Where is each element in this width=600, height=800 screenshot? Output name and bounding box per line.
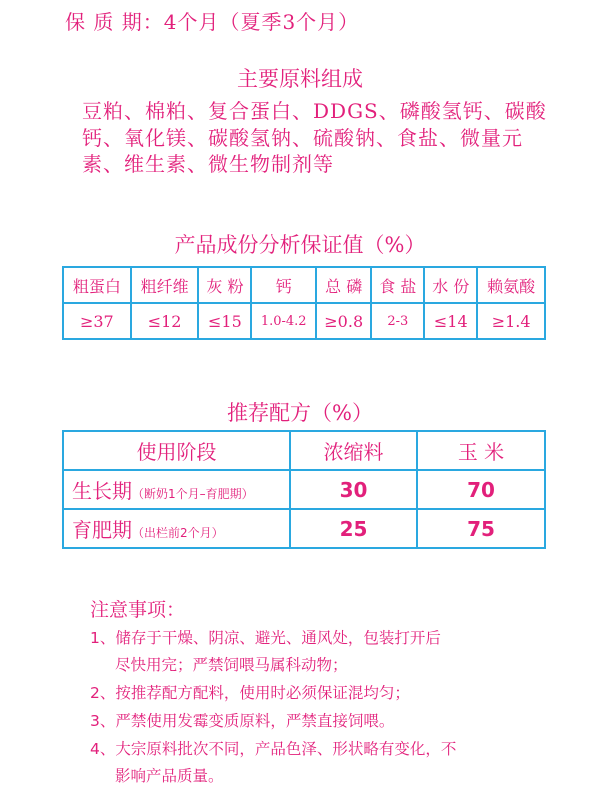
analysis-table bbox=[62, 266, 546, 340]
stage-note: （出栏前2个月） bbox=[132, 526, 224, 540]
header-cell: 总 磷 bbox=[316, 267, 371, 303]
header-cell: 钙 bbox=[251, 267, 316, 303]
value-cell: ≤12 bbox=[131, 303, 199, 339]
stage-name: 生长期 bbox=[72, 479, 132, 503]
shelf-life: 保 质 期：4个月（夏季3个月） bbox=[65, 10, 360, 34]
concentrate-value: 25 bbox=[290, 509, 417, 548]
value-cell: 2-3 bbox=[371, 303, 424, 339]
concentrate-value: 30 bbox=[290, 470, 417, 509]
value-cell: ≥1.4 bbox=[477, 303, 545, 339]
notes-title: 注意事项： bbox=[90, 599, 186, 621]
header-cell: 粗蛋白 bbox=[63, 267, 131, 303]
analysis-title: 产品成份分析保证值（%） bbox=[174, 233, 426, 257]
note-line: 4、大宗原料批次不同，产品色泽、形状略有变化，不 bbox=[90, 740, 457, 758]
formula-table bbox=[62, 430, 546, 549]
ingredients-text: 豆粕、棉粕、复合蛋白、DDGS、磷酸氢钙、碳酸钙、氧化镁、碳酸氢钠、硫酸钠、食盐、微量元素、维生素、微生物制剂等 bbox=[82, 99, 547, 176]
header-cell: 灰 粉 bbox=[198, 267, 251, 303]
note-line: 1、储存于干燥、阴凉、避光、通风处，包装打开后 bbox=[90, 629, 441, 647]
table-header-row bbox=[63, 267, 545, 303]
value-cell: 1.0-4.2 bbox=[251, 303, 316, 339]
note-line: 影响产品质量。 bbox=[115, 767, 224, 785]
corn-value: 75 bbox=[417, 509, 545, 548]
ingredients-title: 主要原料组成 bbox=[237, 67, 363, 91]
stage-note: （断奶1个月–育肥期） bbox=[132, 487, 254, 501]
header-cell: 使用阶段 bbox=[63, 431, 290, 470]
value-cell: ≤15 bbox=[198, 303, 251, 339]
header-cell: 赖氨酸 bbox=[477, 267, 545, 303]
value-cell: ≤14 bbox=[424, 303, 477, 339]
header-cell: 食 盐 bbox=[371, 267, 424, 303]
stage-name: 育肥期 bbox=[72, 518, 132, 542]
table-header-row bbox=[63, 431, 545, 470]
table-row bbox=[63, 303, 545, 339]
header-cell: 玉 米 bbox=[417, 431, 545, 470]
value-cell: ≥37 bbox=[63, 303, 131, 339]
header-cell: 浓缩料 bbox=[290, 431, 417, 470]
header-cell: 粗纤维 bbox=[131, 267, 199, 303]
note-line: 3、严禁使用发霉变质原料，严禁直接饲喂。 bbox=[90, 712, 395, 730]
stage-cell bbox=[63, 470, 290, 509]
note-line: 2、按推荐配方配料，使用时必须保证混均匀； bbox=[90, 684, 410, 702]
header-cell: 水 份 bbox=[424, 267, 477, 303]
note-line: 尽快用完；严禁饲喂马属科动物； bbox=[115, 656, 348, 674]
table-row bbox=[63, 470, 545, 509]
table-row bbox=[63, 509, 545, 548]
stage-cell bbox=[63, 509, 290, 548]
value-cell: ≥0.8 bbox=[316, 303, 371, 339]
corn-value: 70 bbox=[417, 470, 545, 509]
formula-title: 推荐配方（%） bbox=[227, 401, 373, 425]
